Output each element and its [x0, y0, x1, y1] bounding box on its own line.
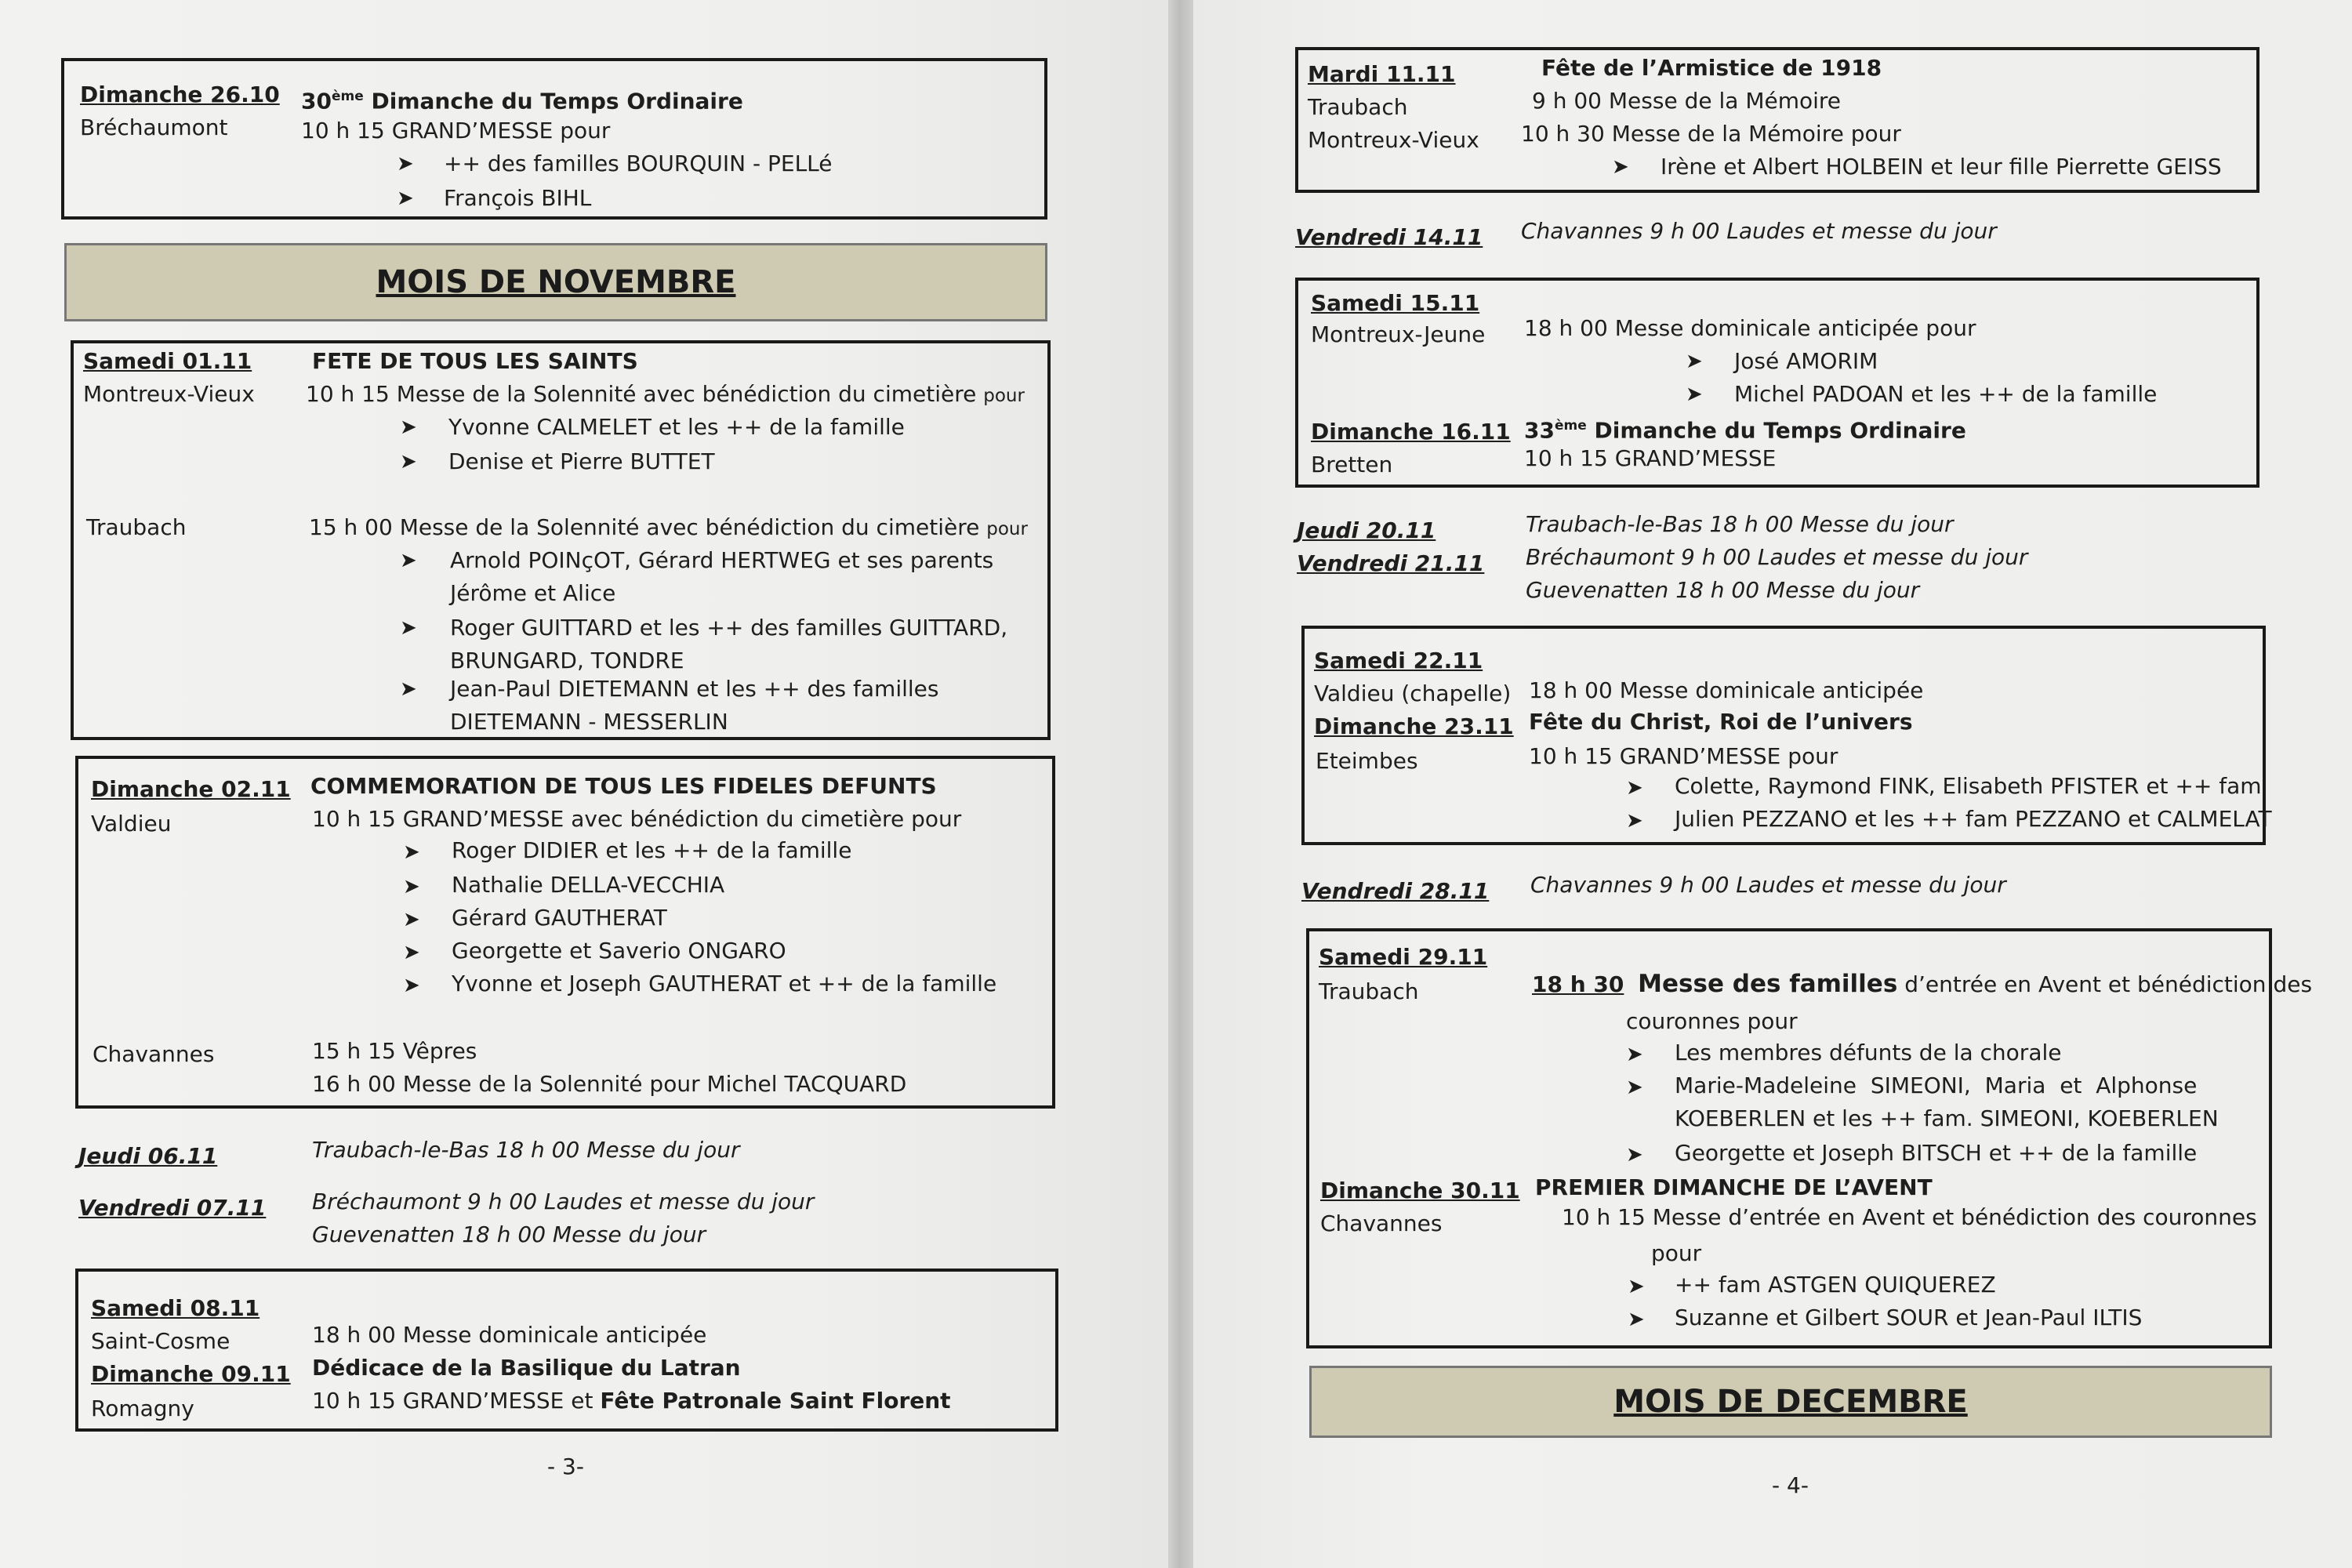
- event-place: Traubach: [1319, 978, 1419, 1004]
- intention-item: Colette, Raymond FINK, Elisabeth PFISTER et ++ fam: [1675, 773, 2262, 799]
- event-line: Guevenatten 18 h 00 Messe du jour: [1526, 577, 1920, 603]
- event-date: Jeudi 06.11: [78, 1143, 218, 1169]
- event-line: 16 h 00 Messe de la Solennité pour Michel TACQUARD: [312, 1071, 907, 1097]
- intention-item: Roger DIDIER et les ++ de la famille: [452, 837, 852, 863]
- intention-item: Georgette et Joseph BITSCH et ++ de la famille: [1675, 1140, 2198, 1166]
- event-line: 10 h 30 Messe de la Mémoire pour: [1521, 121, 1901, 147]
- event-date: Samedi 29.11: [1319, 944, 1488, 970]
- event-line: 10 h 15 GRAND’MESSE: [1524, 445, 1777, 471]
- page-left: [0, 0, 1168, 1568]
- event-date: Dimanche 09.11: [91, 1361, 291, 1387]
- event-line: 15 h 00 Messe de la Solennité avec bénédiction du cimetière pour: [309, 514, 1028, 540]
- event-date: Vendredi 28.11: [1301, 878, 1490, 904]
- event-title: Fête du Christ, Roi de l’univers: [1529, 709, 1913, 735]
- event-line: 9 h 00 Messe de la Mémoire: [1532, 88, 1842, 114]
- arrowhead-bullet-icon: ➤: [400, 677, 417, 701]
- event-title: Fête de l’Armistice de 1918: [1541, 55, 1882, 81]
- arrowhead-bullet-icon: ➤: [403, 908, 420, 931]
- arrowhead-bullet-icon: ➤: [400, 616, 417, 640]
- intention-item: Jérôme et Alice: [450, 580, 616, 606]
- arrowhead-bullet-icon: ➤: [1626, 776, 1643, 800]
- event-place: Traubach: [86, 514, 187, 540]
- intention-item: KOEBERLEN et les ++ fam. SIMEONI, KOEBERLEN: [1675, 1105, 2219, 1131]
- arrowhead-bullet-icon: ➤: [400, 549, 417, 572]
- event-place: Chavannes: [1320, 1210, 1443, 1236]
- arrowhead-bullet-icon: ➤: [1626, 809, 1643, 833]
- intention-item: BRUNGARD, TONDRE: [450, 648, 684, 673]
- event-line: 10 h 15 GRAND’MESSE pour: [1529, 743, 1838, 769]
- event-place: Montreux-Vieux: [83, 381, 255, 407]
- event-date: Dimanche 30.11: [1320, 1178, 1520, 1203]
- event-place: Montreux-Vieux: [1308, 127, 1479, 153]
- arrowhead-bullet-icon: ➤: [1626, 1143, 1643, 1167]
- event-line: Guevenatten 18 h 00 Messe du jour: [312, 1221, 706, 1247]
- arrowhead-bullet-icon: ➤: [1626, 1076, 1643, 1099]
- month-banner-decembre: MOIS DE DECEMBRE: [1309, 1366, 2272, 1438]
- arrowhead-bullet-icon: ➤: [403, 840, 420, 864]
- event-place: Montreux-Jeune: [1311, 321, 1486, 347]
- intention-item: Denise et Pierre BUTTET: [448, 448, 715, 474]
- event-date: Dimanche 02.11: [91, 776, 291, 802]
- event-line: Traubach-le-Bas 18 h 00 Messe du jour: [1526, 511, 1954, 537]
- event-line: 10 h 15 Messe d’entrée en Avent et bénédiction des couronnes: [1562, 1204, 2257, 1230]
- event-line: pour: [1651, 1240, 1702, 1266]
- intention-item: ++ des familles BOURQUIN - PELLé: [444, 151, 833, 176]
- arrowhead-bullet-icon: ➤: [1686, 350, 1703, 373]
- event-line: couronnes pour: [1626, 1008, 1798, 1034]
- event-title: FETE DE TOUS LES SAINTS: [312, 348, 638, 374]
- intention-item: Suzanne et Gilbert SOUR et Jean-Paul ILTIS: [1675, 1305, 2143, 1330]
- arrowhead-bullet-icon: ➤: [403, 941, 420, 964]
- arrowhead-bullet-icon: ➤: [397, 187, 414, 210]
- intention-item: Jean-Paul DIETEMANN et les ++ des familles: [450, 676, 939, 702]
- intention-item: Michel PADOAN et les ++ de la famille: [1734, 381, 2158, 407]
- event-title: 33ème Dimanche du Temps Ordinaire: [1524, 417, 1966, 444]
- event-place: Traubach: [1308, 94, 1408, 120]
- event-date: Samedi 15.11: [1311, 290, 1480, 316]
- event-line: Chavannes 9 h 00 Laudes et messe du jour: [1521, 218, 1997, 244]
- arrowhead-bullet-icon: ➤: [403, 974, 420, 997]
- event-line: 18 h 00 Messe dominicale anticipée pour: [1524, 315, 1976, 341]
- event-place: Bréchaumont: [80, 114, 228, 140]
- intention-item: Roger GUITTARD et les ++ des familles GUITTARD,: [450, 615, 1008, 641]
- page-number: - 4-: [1772, 1472, 1809, 1498]
- event-date: Samedi 22.11: [1314, 648, 1483, 673]
- event-line: 15 h 15 Vêpres: [312, 1038, 477, 1064]
- event-line: 18 h 00 Messe dominicale anticipée: [312, 1322, 707, 1348]
- intention-item: Georgette et Saverio ONGARO: [452, 938, 786, 964]
- event-date: Mardi 11.11: [1308, 61, 1456, 87]
- arrowhead-bullet-icon: ➤: [1626, 1043, 1643, 1066]
- intention-item: DIETEMANN - MESSERLIN: [450, 709, 728, 735]
- event-line: 10 h 15 GRAND’MESSE pour: [301, 118, 611, 143]
- event-place: Valdieu: [91, 811, 172, 837]
- event-place: Romagny: [91, 1396, 194, 1421]
- event-date: Vendredi 14.11: [1295, 224, 1483, 250]
- event-place: Eteimbes: [1316, 748, 1418, 774]
- event-date: Samedi 01.11: [83, 348, 252, 374]
- arrowhead-bullet-icon: ➤: [1612, 155, 1629, 179]
- arrowhead-bullet-icon: ➤: [397, 152, 414, 176]
- intention-item: Arnold POINçOT, Gérard HERTWEG et ses parents: [450, 547, 994, 573]
- arrowhead-bullet-icon: ➤: [1686, 383, 1703, 406]
- event-line: 18 h 00 Messe dominicale anticipée: [1529, 677, 1924, 703]
- arrowhead-bullet-icon: ➤: [400, 416, 417, 439]
- book-gutter: [1168, 0, 1193, 1568]
- intention-item: José AMORIM: [1734, 348, 1878, 374]
- month-banner-novembre: MOIS DE NOVEMBRE: [64, 243, 1047, 321]
- event-title: COMMEMORATION DE TOUS LES FIDELES DEFUNTS: [310, 773, 937, 799]
- event-title: Dédicace de la Basilique du Latran: [312, 1355, 741, 1381]
- event-date: Dimanche 16.11: [1311, 419, 1511, 445]
- page-right: [1193, 0, 2352, 1568]
- event-place: Chavannes: [93, 1041, 215, 1067]
- event-line: Bréchaumont 9 h 00 Laudes et messe du jour: [1526, 544, 2028, 570]
- intention-item: Marie-Madeleine SIMEONI, Maria et Alphonse: [1675, 1073, 2198, 1098]
- intention-item: Irène et Albert HOLBEIN et leur fille Pierrette GEISS: [1661, 154, 2222, 180]
- intention-item: Julien PEZZANO et les ++ fam PEZZANO et CALMELAT: [1675, 806, 2272, 832]
- event-date: Jeudi 20.11: [1297, 517, 1436, 543]
- page-number: - 3-: [547, 1454, 584, 1479]
- event-line: Traubach-le-Bas 18 h 00 Messe du jour: [312, 1137, 740, 1163]
- event-title: 30ème Dimanche du Temps Ordinaire: [301, 88, 743, 114]
- event-date: Vendredi 21.11: [1297, 550, 1485, 576]
- intention-item: Nathalie DELLA-VECCHIA: [452, 872, 725, 898]
- event-line: 10 h 15 GRAND’MESSE avec bénédiction du cimetière pour: [312, 806, 962, 832]
- event-date: Vendredi 07.11: [78, 1195, 267, 1221]
- intention-item: Yvonne et Joseph GAUTHERAT et ++ de la famille: [452, 971, 997, 996]
- event-line: 10 h 15 GRAND’MESSE et Fête Patronale Saint Florent: [312, 1388, 951, 1414]
- intention-item: François BIHL: [444, 185, 592, 211]
- event-line: Chavannes 9 h 00 Laudes et messe du jour: [1530, 872, 2006, 898]
- intention-item: ++ fam ASTGEN QUIQUEREZ: [1675, 1272, 1996, 1298]
- arrowhead-bullet-icon: ➤: [403, 875, 420, 898]
- intention-item: Gérard GAUTHERAT: [452, 905, 667, 931]
- intention-item: Yvonne CALMELET et les ++ de la famille: [448, 414, 905, 440]
- arrowhead-bullet-icon: ➤: [1628, 1308, 1645, 1331]
- arrowhead-bullet-icon: ➤: [400, 450, 417, 474]
- event-line: 10 h 15 Messe de la Solennité avec bénédiction du cimetière pour: [306, 381, 1025, 407]
- event-date: Samedi 08.11: [91, 1295, 260, 1321]
- intention-item: Les membres défunts de la chorale: [1675, 1040, 2062, 1065]
- event-line: 18 h 30 Messe des familles d’entrée en Avent et bénédiction des: [1532, 970, 2313, 998]
- arrowhead-bullet-icon: ➤: [1628, 1275, 1645, 1298]
- event-place: Saint-Cosme: [91, 1328, 230, 1354]
- event-date: Dimanche 26.10: [80, 82, 280, 107]
- event-date: Dimanche 23.11: [1314, 713, 1514, 739]
- event-title: PREMIER DIMANCHE DE L’AVENT: [1535, 1174, 1933, 1200]
- event-place: Bretten: [1311, 452, 1393, 477]
- event-line: Bréchaumont 9 h 00 Laudes et messe du jour: [312, 1189, 815, 1214]
- event-place: Valdieu (chapelle): [1314, 681, 1512, 706]
